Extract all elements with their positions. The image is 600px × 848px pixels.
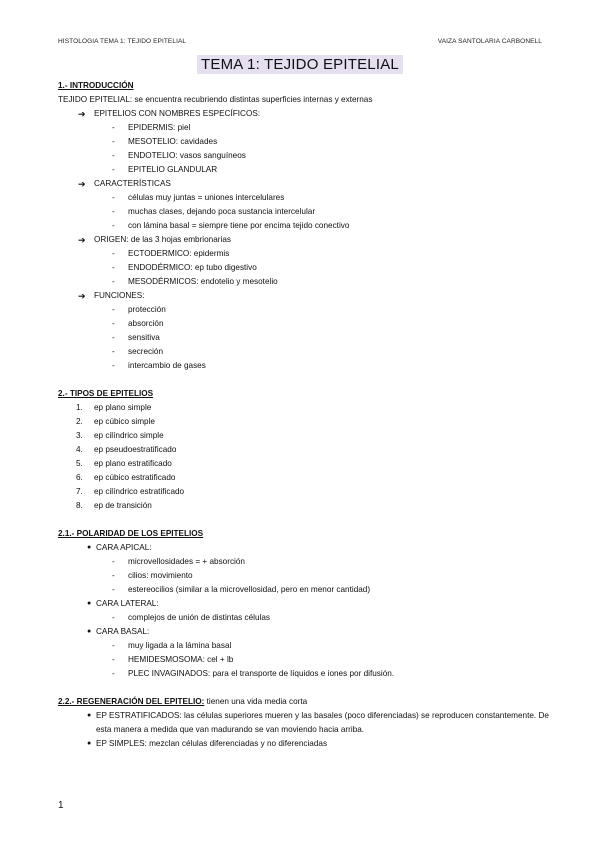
dash-item: - MESODÉRMICOS: endotelio y mesotelio <box>112 277 278 286</box>
dash-item: - ECTODERMICO: epidermis <box>112 249 230 258</box>
section-heading-intro: 1.- INTRODUCCIÓN <box>58 81 134 90</box>
numbered-item: 2. ep cúbico simple <box>76 417 155 426</box>
numbered-item: 1. ep plano simple <box>76 403 152 412</box>
bullet-icon: ● <box>87 544 92 551</box>
section-heading-tipos: 2.- TIPOS DE EPITELIOS <box>58 389 154 398</box>
arrow-item: ➔ ORIGEN: de las 3 hojas embrionarias <box>78 235 231 245</box>
dash-item: - EPIDERMIS: piel <box>112 123 191 132</box>
bullet-item: ● EP SIMPLES: mezclan células diferenciadas y no diferenciadas <box>58 737 558 751</box>
dash-item: - ENDODÉRMICO: ep tubo digestivo <box>112 263 257 272</box>
bullet-item: ● EP ESTRATIFICADOS: las células superiores mueren y las basales (poco diferenciadas) se reproducen constantemente. De esta manera a medida que van madurando se van moviendo hacia arriba. <box>87 711 549 734</box>
arrow-item: ➔ EPITELIOS CON NOMBRES ESPECÍFICOS: <box>78 109 261 119</box>
dash-item: - microvellosidades = + absorción <box>112 557 245 566</box>
dash-item: - complejos de unión de distintas células <box>112 613 271 622</box>
page-title: TEMA 1: TEJIDO EPITELIAL <box>197 55 403 74</box>
numbered-item: 7. ep cilíndrico estratificado <box>76 487 185 496</box>
intro-definition: TEJIDO EPITELIAL: se encuentra recubriendo distintas superficies internas y externas <box>58 95 373 104</box>
page-number: 1 <box>58 800 64 811</box>
dash-item: - EPITELIO GLANDULAR <box>112 165 218 174</box>
dash-item: - secreción <box>112 347 164 356</box>
dash-item: - sensitiva <box>112 333 160 342</box>
arrow-item: ➔ FUNCIONES: <box>78 291 145 301</box>
numbered-item: 5. ep plano estratificado <box>76 459 172 468</box>
dash-item: - con lámina basal = siempre tiene por encima tejido conectivo <box>112 221 350 230</box>
dash-item: - células muy juntas = uniones intercelulares <box>112 193 285 202</box>
dash-item: - muchas clases, dejando poca sustancia intercelular <box>112 207 316 216</box>
bullet-item: ● CARA LATERAL: <box>58 597 558 611</box>
section-heading-polaridad: 2.1.- POLARIDAD DE LOS EPITELIOS <box>58 529 204 538</box>
dash-item: - HEMIDESMOSOMA: cel + lb <box>112 655 234 664</box>
document-body <box>58 79 558 751</box>
arrow-icon: ➔ <box>78 291 86 301</box>
arrow-icon: ➔ <box>78 235 86 245</box>
dash-item: - muy ligada a la lámina basal <box>112 641 232 650</box>
bullet-icon: ● <box>87 628 92 635</box>
header-right: VAIZA SANTOLARIA CARBONELL <box>437 38 542 45</box>
bullet-item: ● CARA BASAL: <box>58 625 558 639</box>
numbered-item: 8. ep de transición <box>76 501 152 510</box>
header-left: HISTOLOGIA TEMA 1: TEJIDO EPITELIAL <box>58 38 187 45</box>
arrow-item: ➔ CARACTERÍSTICAS <box>78 179 171 189</box>
numbered-item: 6. ep cúbico estratificado <box>76 473 176 482</box>
arrow-icon: ➔ <box>78 109 86 119</box>
bullet-icon: ● <box>87 600 92 607</box>
dash-item: - protección <box>112 305 166 314</box>
title-wrap <box>0 55 600 74</box>
bullet-icon: ● <box>87 712 92 719</box>
dash-item: - cilios: movimiento <box>112 571 193 580</box>
numbered-item: 3. ep cilíndrico simple <box>76 431 164 440</box>
bullet-item: ● CARA APICAL: <box>58 541 558 555</box>
dash-item: - ENDOTELIO: vasos sanguíneos <box>112 151 246 160</box>
bullet-icon: ● <box>87 740 92 747</box>
dash-item: - PLEC INVAGINADOS: para el transporte de líquidos e iones por difusión. <box>112 669 395 678</box>
dash-item: - MESOTELIO: cavidades <box>112 137 218 146</box>
dash-item: - intercambio de gases <box>112 361 206 370</box>
numbered-item: 4. ep pseudoestratificado <box>76 445 177 454</box>
section-heading-rest: tienen una vida media corta <box>204 697 308 706</box>
dash-item: - absorción <box>112 319 164 328</box>
section-heading-regeneracion: 2.2.- REGENERACIÓN DEL EPITELIO: <box>58 697 205 706</box>
dash-item: - estereocilios (similar a la microvellosidad, pero en menor cantidad) <box>112 585 371 594</box>
arrow-icon: ➔ <box>78 179 86 189</box>
